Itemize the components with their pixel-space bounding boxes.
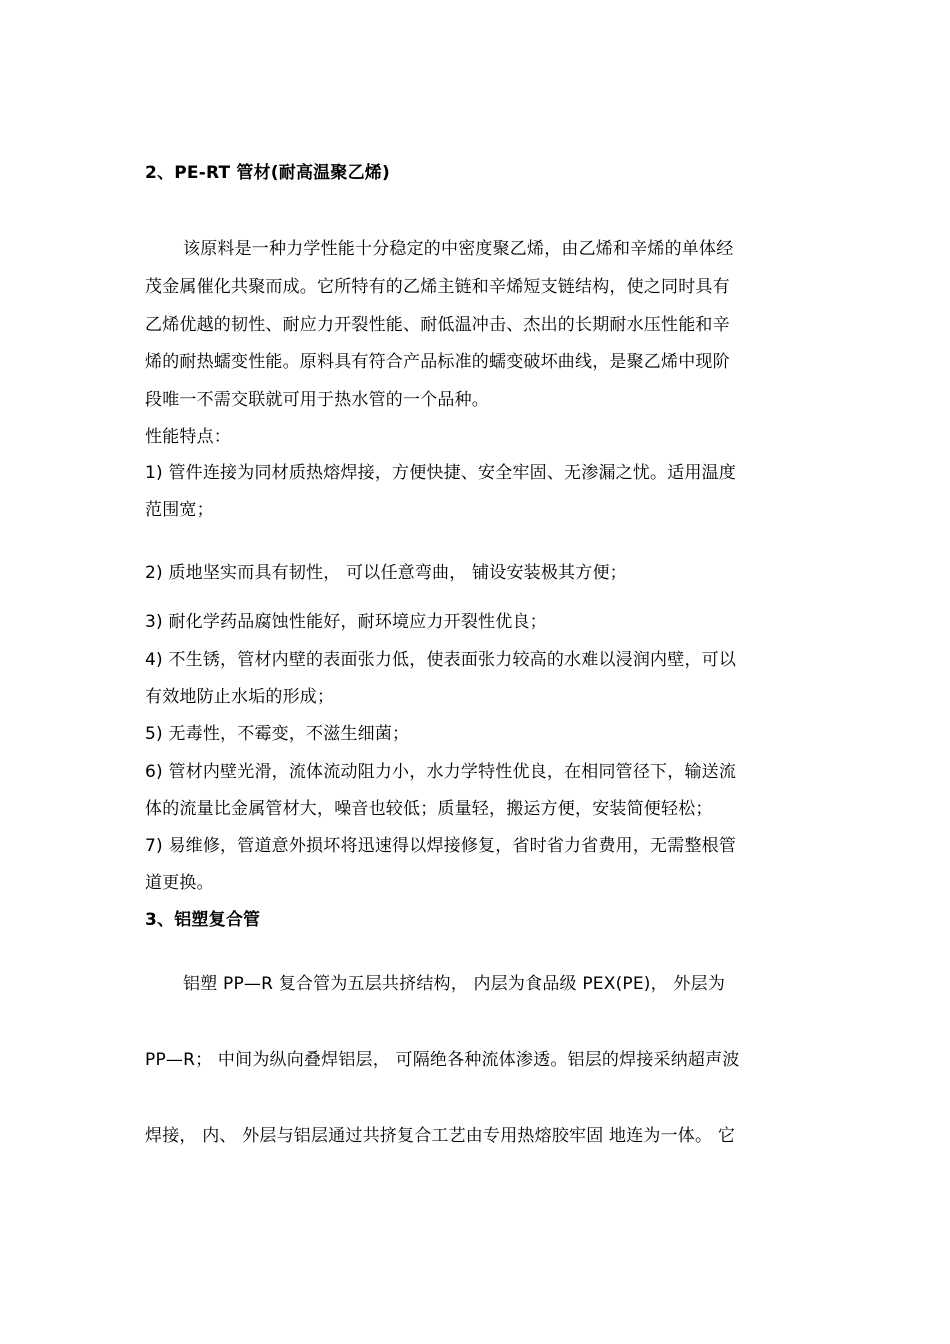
features-label: 性能特点：: [145, 427, 231, 447]
feature-item-2: 2) 质地坚实而具有韧性， 可以任意弯曲， 铺设安装极其方便；: [145, 563, 627, 583]
feature-item-6: 6) 管材内壁光滑，流体流动阻力小，水力学特性优良，在相同管径下，输送流: [145, 762, 737, 782]
section-3-paragraph-line: 铝塑 PP—R 复合管为五层共挤结构， 内层为食品级 PEX(PE)， 外层为: [183, 974, 726, 994]
feature-item-1-cont: 范围宽；: [145, 500, 214, 520]
section-3-paragraph-line: PP—R； 中间为纵向叠焊铝层， 可隔绝各种流体渗透。铝层的焊接采纳超声波: [145, 1050, 740, 1070]
section-2-paragraph-line: 段唯一不需交联就可用于热水管的一个品种。: [145, 390, 489, 410]
section-3-paragraph-line: 焊接， 内、 外层与铝层通过共挤复合工艺由专用热熔胶牢固 地连为一体。 它: [145, 1126, 736, 1146]
feature-item-4: 4) 不生锈，管材内壁的表面张力低，使表面张力较高的水难以浸润内壁，可以: [145, 650, 737, 670]
feature-item-1: 1) 管件连接为同材质热熔焊接，方便快捷、安全牢固、无渗漏之忧。适用温度: [145, 463, 737, 483]
feature-item-5: 5) 无毒性，不霉变，不滋生细菌；: [145, 724, 410, 744]
feature-item-3: 3) 耐化学药品腐蚀性能好，耐环境应力开裂性优良；: [145, 612, 547, 632]
section-2-paragraph-line: 烯的耐热蠕变性能。原料具有符合产品标准的蠕变破坏曲线，是聚乙烯中现阶: [145, 352, 730, 372]
section-2-heading: 2、PE-RT 管材(耐高温聚乙烯): [145, 163, 390, 183]
feature-item-7-cont: 道更换。: [145, 873, 214, 893]
feature-item-4-cont: 有效地防止水垢的形成；: [145, 687, 335, 707]
feature-item-6-cont: 体的流量比金属管材大，噪音也较低；质量轻，搬运方便，安装简便轻松；: [145, 799, 713, 819]
feature-item-7: 7) 易维修，管道意外损坏将迅速得以焊接修复，省时省力省费用，无需整根管: [145, 836, 737, 856]
section-2-paragraph-line: 该原料是一种力学性能十分稳定的中密度聚乙烯，由乙烯和辛烯的单体经: [183, 239, 734, 259]
section-3-heading: 3、铝塑复合管: [145, 910, 261, 930]
section-2-paragraph-line: 乙烯优越的韧性、耐应力开裂性能、耐低温冲击、杰出的长期耐水压性能和辛: [145, 315, 730, 335]
section-2-paragraph-line: 茂金属催化共聚而成。它所特有的乙烯主链和辛烯短支链结构，使之同时具有: [145, 277, 730, 297]
